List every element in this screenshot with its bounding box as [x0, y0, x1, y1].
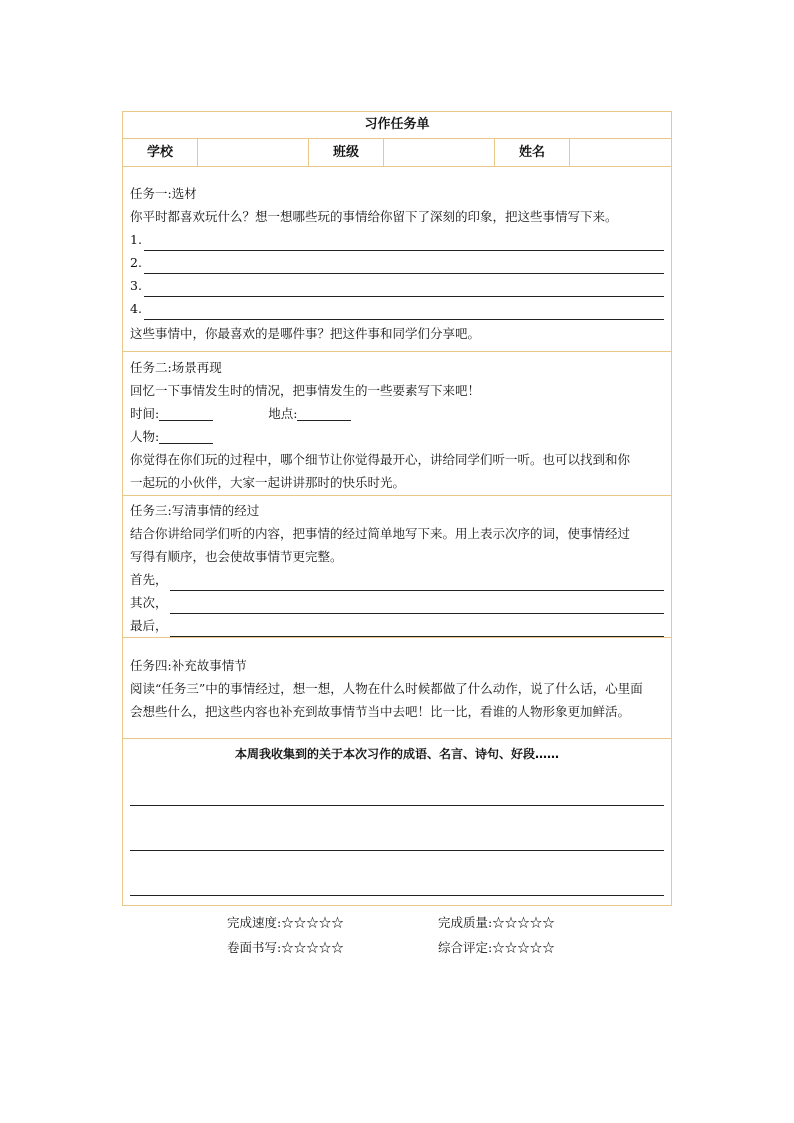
- rating-overall[interactable]: 综合评定:☆☆☆☆☆: [438, 940, 555, 955]
- school-field[interactable]: [198, 139, 309, 166]
- answer-line: [170, 620, 664, 637]
- answer-line: [144, 234, 664, 251]
- task-sheet: [122, 111, 672, 906]
- task4-title: 任务四:补充故事情节: [130, 658, 247, 673]
- name-field[interactable]: [570, 139, 671, 166]
- task2-prompt: 回忆一下事情发生时的情况，把事情发生的一些要素写下来吧！: [130, 383, 481, 398]
- time-field[interactable]: [159, 406, 213, 421]
- first-row[interactable]: [130, 568, 664, 591]
- answer-line: [144, 257, 664, 274]
- first-label: 首先，: [130, 572, 168, 587]
- task2-body-line-1: 你觉得在你们玩的过程中，哪个细节让你觉得最开心，讲给同学们听一听。也可以找到和你: [130, 452, 631, 467]
- answer-line: [144, 280, 664, 297]
- task4-section: [123, 638, 671, 739]
- task1-item-number: 4.: [130, 301, 142, 316]
- rating-writing[interactable]: 卷面书写:☆☆☆☆☆: [227, 940, 344, 955]
- rating-quality[interactable]: 完成质量:☆☆☆☆☆: [438, 915, 555, 930]
- task3-body-line-1: 结合你讲给同学们听的内容，把事情的经过简单地写下来。用上表示次序的词，使事情经过: [130, 526, 631, 541]
- task2-title: 任务二:场景再现: [130, 360, 222, 375]
- collection-line[interactable]: [130, 851, 664, 896]
- school-label: 学校: [123, 139, 198, 166]
- time-label: 时间:: [130, 406, 160, 421]
- task1-closing: 这些事情中，你最喜欢的是哪件事？把这件事和同学们分享吧。: [130, 326, 481, 341]
- class-field[interactable]: [384, 139, 495, 166]
- collection-title: 本周我收集到的关于本次习作的成语、名言、诗句、好段……: [234, 747, 559, 761]
- sheet-title: 习作任务单: [123, 112, 671, 139]
- task1-title: 任务一:选材: [130, 186, 197, 201]
- last-label: 最后，: [130, 618, 168, 633]
- then-label: 其次，: [130, 595, 168, 610]
- class-label: 班级: [309, 139, 384, 166]
- task1-item[interactable]: [130, 251, 664, 274]
- task3-title: 任务三:写清事情的经过: [130, 503, 260, 518]
- task3-body-line-2: 写得有顺序，也会使故事情节更完整。: [130, 549, 343, 564]
- task1-section: [123, 167, 671, 352]
- task3-section: [123, 496, 671, 638]
- info-row: [123, 139, 671, 167]
- task2-section: [123, 352, 671, 496]
- people-label: 人物:: [130, 429, 160, 444]
- collection-line[interactable]: [130, 806, 664, 851]
- last-row[interactable]: [130, 614, 664, 637]
- task1-item[interactable]: [130, 228, 664, 251]
- people-row: [130, 425, 664, 448]
- place-field[interactable]: [297, 406, 351, 421]
- answer-line: [144, 303, 664, 320]
- answer-line: [170, 597, 664, 614]
- task1-item[interactable]: [130, 297, 664, 320]
- task4-body-line-2: 会想些什么，把这些内容也补充到故事情节当中去吧！比一比，看谁的人物形象更加鲜活。: [130, 704, 631, 719]
- task2-body-line-2: 一起玩的小伙伴，大家一起讲讲那时的快乐时光。: [130, 475, 406, 490]
- people-field[interactable]: [159, 429, 213, 444]
- task1-item-number: 3.: [130, 278, 142, 293]
- then-row[interactable]: [130, 591, 664, 614]
- collection-section: [123, 741, 671, 905]
- task1-item-number: 1.: [130, 232, 142, 247]
- task1-prompt: 你平时都喜欢玩什么？想一想哪些玩的事情给你留下了深刻的印象，把这些事情写下来。: [130, 209, 618, 224]
- collection-line[interactable]: [130, 767, 664, 806]
- time-place-row: [130, 402, 664, 425]
- task1-item[interactable]: [130, 274, 664, 297]
- answer-line: [170, 574, 664, 591]
- place-label: 地点:: [268, 406, 298, 421]
- task1-item-number: 2.: [130, 255, 142, 270]
- task4-body-line-1: 阅读“任务三”中的事情经过，想一想，人物在什么时候都做了什么动作，说了什么话，心里面: [130, 681, 643, 696]
- name-label: 姓名: [495, 139, 570, 166]
- rating-speed[interactable]: 完成速度:☆☆☆☆☆: [227, 915, 344, 930]
